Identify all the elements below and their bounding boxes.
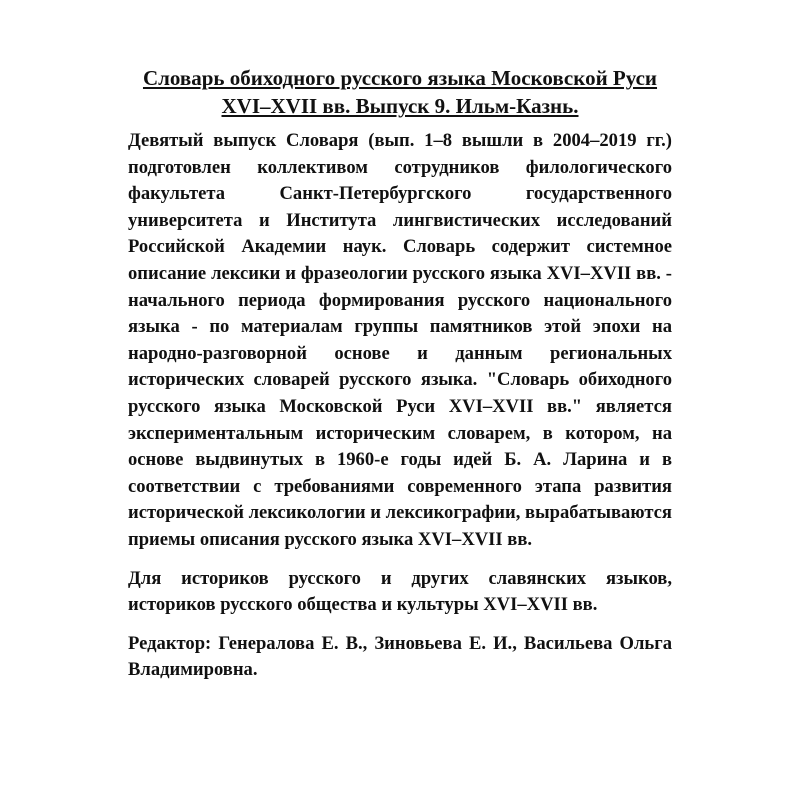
editors-paragraph: Редактор: Генералова Е. В., Зиновьева Е. И., Васильева Ольга Владимировна. — [128, 632, 672, 681]
audience-paragraph: Для историков русского и других славянских языков, историков русского общества и культуры XVI–XVII вв. — [128, 567, 672, 616]
description-paragraph: Девятый выпуск Словаря (вып. 1–8 вышли в 2004–2019 гг.) подготовлен коллективом сотрудников филологического факультета Санкт-Петербургского государственного университета и Института лингвистических исследований Российской Академии наук. Словарь содержит системное описание лексики и фразеологии русского языка XVI–XVII вв. - начального периода формирования русского национального языка - по материалам группы памятников этой эпохи на народно-разговорной основе и данным региональных исторических словарей русского языка. "Словарь обиходного русского языка Московской Руси XVI–XVII вв." является экспериментальным историческим словарем, в котором, на основе выдвинутых в 1960-е годы идей Б. А. Ларина и в соответствии с требованиями современного этапа развития исторической лексикологии и лексикографии, вырабатываются приемы описания русского языка XVI–XVII вв. — [128, 130, 672, 550]
document-title: Словарь обиходного русского языка Московской Руси XVI–XVII вв. Выпуск 9. Ильм-Казнь. — [142, 66, 658, 118]
document-page — [128, 64, 672, 684]
